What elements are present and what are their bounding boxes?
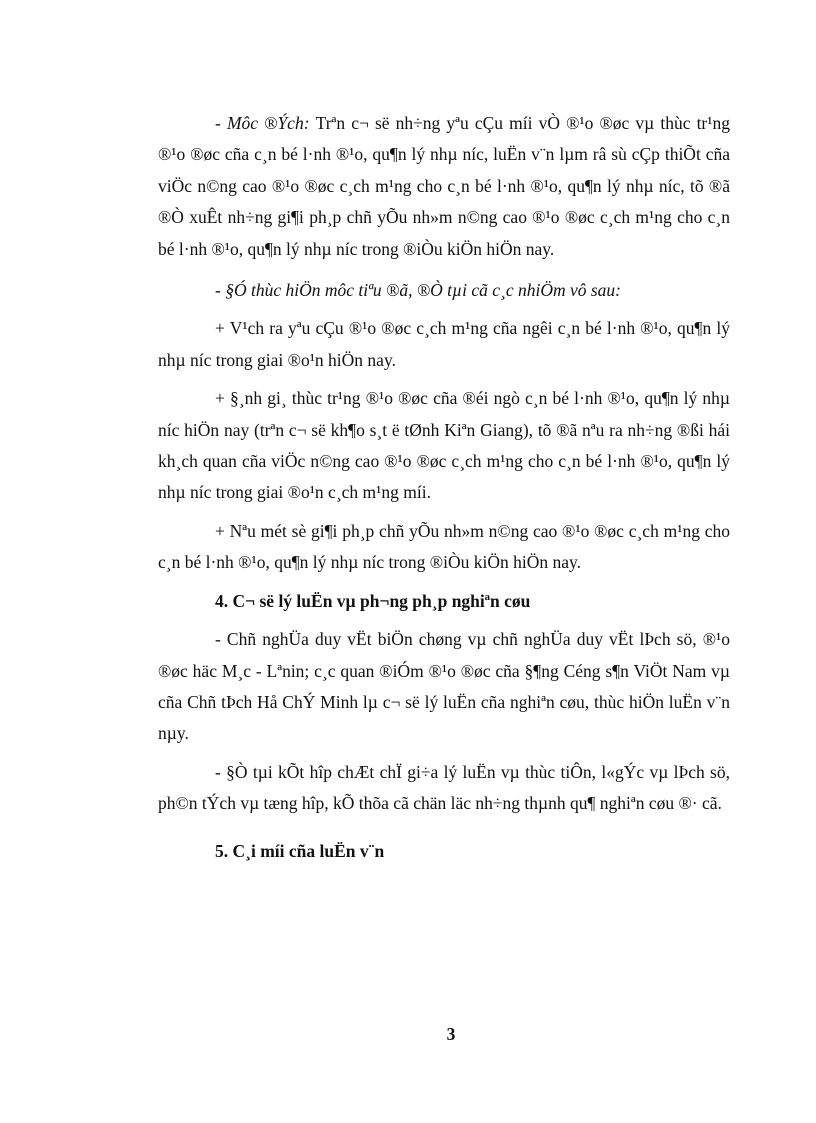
page-number: 3 [446,1024,456,1044]
paragraph-task-1: + V¹ch ra yªu cÇu ®¹o ®øc c¸ch m¹ng cña ngêi c¸n bé l·nh ®¹o, qu¶n lý nhµ níc trong giai ®o¹n hiÖn nay. [158,318,730,370]
document-body [158,108,730,867]
paragraph-theory: - Chñ nghÜa duy vËt biÖn chøng vµ chñ nghÜa duy vËt lÞch sö, ®¹o ®øc häc M¸c - Lªnin; c¸c quan ®iÓm ®¹o ®øc cña §¶ng Céng s¶n ViÖt Nam vµ cña Chñ tÞch Hå ChÝ Minh lµ c¬ së lý luËn cña nghiªn cøu, thùc hiÖn luËn v¨n nµy. [158,629,730,744]
paragraph-tasks-intro: - §Ó thùc hiÖn môc tiªu ®ã, ®Ò tµi cã c¸c nhiÖm vô sau: [215,280,622,301]
paragraph-method: - §Ò tµi kÕt hîp chÆt chÏ gi÷a lý luËn vµ thùc tiÔn, l«gÝc vµ lÞch sö, ph©n tÝch vµ tæng hîp, kÕ thõa cã chän läc nh÷ng thµnh qu¶ nghiªn cøu ®· cã. [158,761,730,814]
purpose-label: - Môc ®Ých: [215,113,316,133]
section-heading-5: 5. C¸i míi cña luËn v¨n [215,840,385,861]
purpose-text: Trªn c¬ së nh÷ng yªu cÇu míi vÒ ®¹o ®øc vµ thùc tr¹ng ®¹o ®øc cña c¸n bé l·nh ®¹o, qu¶n lý nhµ níc, luËn v¨n lµm râ sù cÇp thiÕt cña viÖc n©ng cao ®¹o ®øc c¸ch m¹ng cho c¸n bé l·nh ®¹o, qu¶n lý nhµ níc, tõ ®ã ®Ò xuÊt nh÷ng gi¶i ph¸p chñ yÕu nh»m n©ng cao ®¹o ®øc c¸ch m¹ng cho c¸n bé l·nh ®¹o, qu¶n lý nhµ níc trong ®iÒu kiÖn hiÖn nay. [158,113,731,259]
paragraph-purpose [158,108,730,265]
paragraph-task-2: + §¸nh gi¸ thùc tr¹ng ®¹o ®øc cña ®éi ngò c¸n bé l·nh ®¹o, qu¶n lý nhµ níc hiÖn nay (trªn c¬ së kh¶o s¸t ë tØnh Kiªn Giang), tõ ®ã nªu ra nh÷ng ®ßi hái kh¸ch quan cña viÖc n©ng cao ®¹o ®øc c¸ch m¹ng cho c¸n bé l·nh ®¹o, qu¶n lý nhµ níc trong giai ®o¹n c¸ch m¹ng míi. [158,388,730,503]
section-heading-4: 4. C¬ së lý luËn vµ ph¬ng ph¸p nghiªn cøu [215,590,531,611]
paragraph-task-3: + Nªu mét sè gi¶i ph¸p chñ yÕu nh»m n©ng cao ®¹o ®øc c¸ch m¹ng cho c¸n bé l·nh ®¹o, qu¶n lý nhµ níc trong ®iÒu kiÖn hiÖn nay. [158,520,730,573]
